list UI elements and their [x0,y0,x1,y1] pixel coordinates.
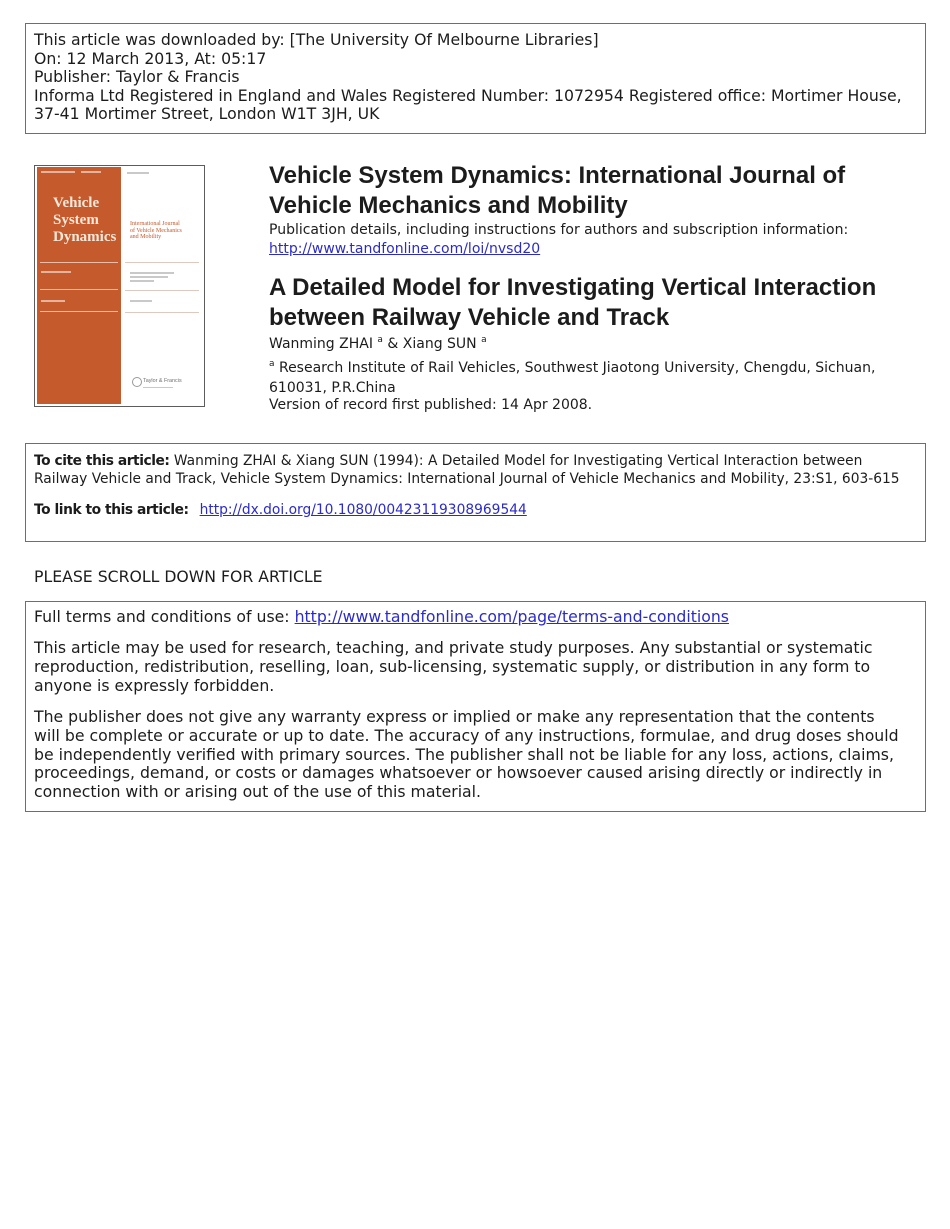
affiliation-mark: a [269,359,275,369]
paragraph-line: proceedings, demand, or costs or damages whatsoever or howsoever caused arising directly or indirectly in [34,763,883,783]
journal-title-line: Vehicle System Dynamics: International Journal of [269,162,846,189]
cover-title: Vehicle System Dynamics [53,195,117,245]
paragraph-line: will be complete or accurate or up to date. The accuracy of any instructions, formulae, and drug doses should [34,725,899,745]
author-affiliation [269,359,875,398]
citation-box [25,443,926,542]
terms-link[interactable]: http://www.tandfonline.com/page/terms-and-conditions [294,607,729,626]
doi-link[interactable]: http://dx.doi.org/10.1080/00423119308969544 [199,502,527,518]
article-title-line: between Railway Vehicle and Track [269,304,670,331]
article-link-line [34,501,915,519]
taylor-francis-logo-icon [132,377,142,387]
cover-rule [125,312,199,313]
publication-details: Publication details, including instructions for authors and subscription information: [269,222,849,238]
download-info-box [25,23,926,134]
journal-title-line: Vehicle Mechanics and Mobility [269,192,628,219]
cover-publisher-logo: Taylor & Francis [143,378,182,384]
paragraph-line: reproduction, redistribution, reselling, loan, sub-licensing, systematic supply, or distribution in any form to [34,656,871,676]
cover-fine-print [143,387,173,388]
publisher-line: Publisher: Taylor & Francis [34,67,240,87]
author-name: Xiang SUN [402,336,477,352]
journal-title [269,161,845,221]
affiliation-mark: a [377,335,383,345]
article-title-line: A Detailed Model for Investigating Vertical Interaction [269,274,877,301]
cover-rule [40,311,118,312]
registration-line: Informa Ltd Registered in England and Wales Registered Number: 1072954 Registered office: Mortimer House, [34,85,902,105]
scroll-notice: PLEASE SCROLL DOWN FOR ARTICLE [34,567,323,586]
cover-fine-print [130,300,152,302]
affiliation-line: 610031, P.R.China [269,380,396,397]
author-name: Wanming ZHAI [269,336,373,352]
journal-url-link[interactable]: http://www.tandfonline.com/loi/nvsd20 [269,241,541,257]
paragraph-line: The publisher does not give any warranty express or implied or make any representation that the contents [34,706,875,726]
cover-fine-print [41,171,75,173]
cite-text: Wanming ZHAI & Xiang SUN (1994): A Detailed Model for Investigating Vertical Interaction between [173,453,863,469]
terms-line [34,608,917,627]
terms-label: Full terms and conditions of use: [34,607,290,626]
cover-rule [40,262,118,263]
version-of-record: Version of record first published: 14 Apr 2008. [269,397,593,413]
paragraph-line: connection with or arising out of the use of this material. [34,782,482,802]
cite-text: Railway Vehicle and Track, Vehicle System Dynamics: International Journal of Vehicle Mechanics and Mobility, 23:S1, 603-615 [34,471,900,487]
link-label: To link to this article: [34,502,189,518]
journal-cover-image [34,165,205,407]
cover-fine-print [130,272,174,274]
cover-fine-print [130,280,154,282]
cover-fine-print [127,172,149,174]
cover-orange-panel [37,167,121,404]
cite-line [34,452,915,470]
cover-rule [40,289,118,290]
cover-fine-print [41,300,65,302]
cover-fine-print [81,171,101,173]
cover-subtitle: International Journal of Vehicle Mechanics and Mobility [130,221,182,241]
affiliation-mark: a [481,335,487,345]
registration-line-continued: 37-41 Mortimer Street, London W1T 3JH, UK [34,104,380,124]
terms-box [25,601,926,812]
affiliation-line: Research Institute of Rail Vehicles, Southwest Jiaotong University, Chengdu, Sichuan, [278,360,876,376]
cover-rule [125,290,199,291]
cover-fine-print [41,271,71,273]
disclaimer-paragraph [34,708,917,802]
download-date-line: On: 12 March 2013, At: 05:17 [34,48,267,68]
cite-label: To cite this article: [34,453,170,469]
author-separator: & [387,336,399,352]
paragraph-line: This article may be used for research, teaching, and private study purposes. Any substantial or systematic [34,638,873,658]
article-title [269,273,876,333]
cover-fine-print [130,276,168,278]
downloaded-by-line: This article was downloaded by: [The University Of Melbourne Libraries] [34,30,599,49]
article-authors [269,335,487,356]
paragraph-line: anyone is expressly forbidden. [34,675,275,695]
cover-rule [125,262,199,263]
paragraph-line: be independently verified with primary sources. The publisher shall not be liable for any loss, actions, claims, [34,744,894,764]
usage-paragraph [34,639,917,695]
